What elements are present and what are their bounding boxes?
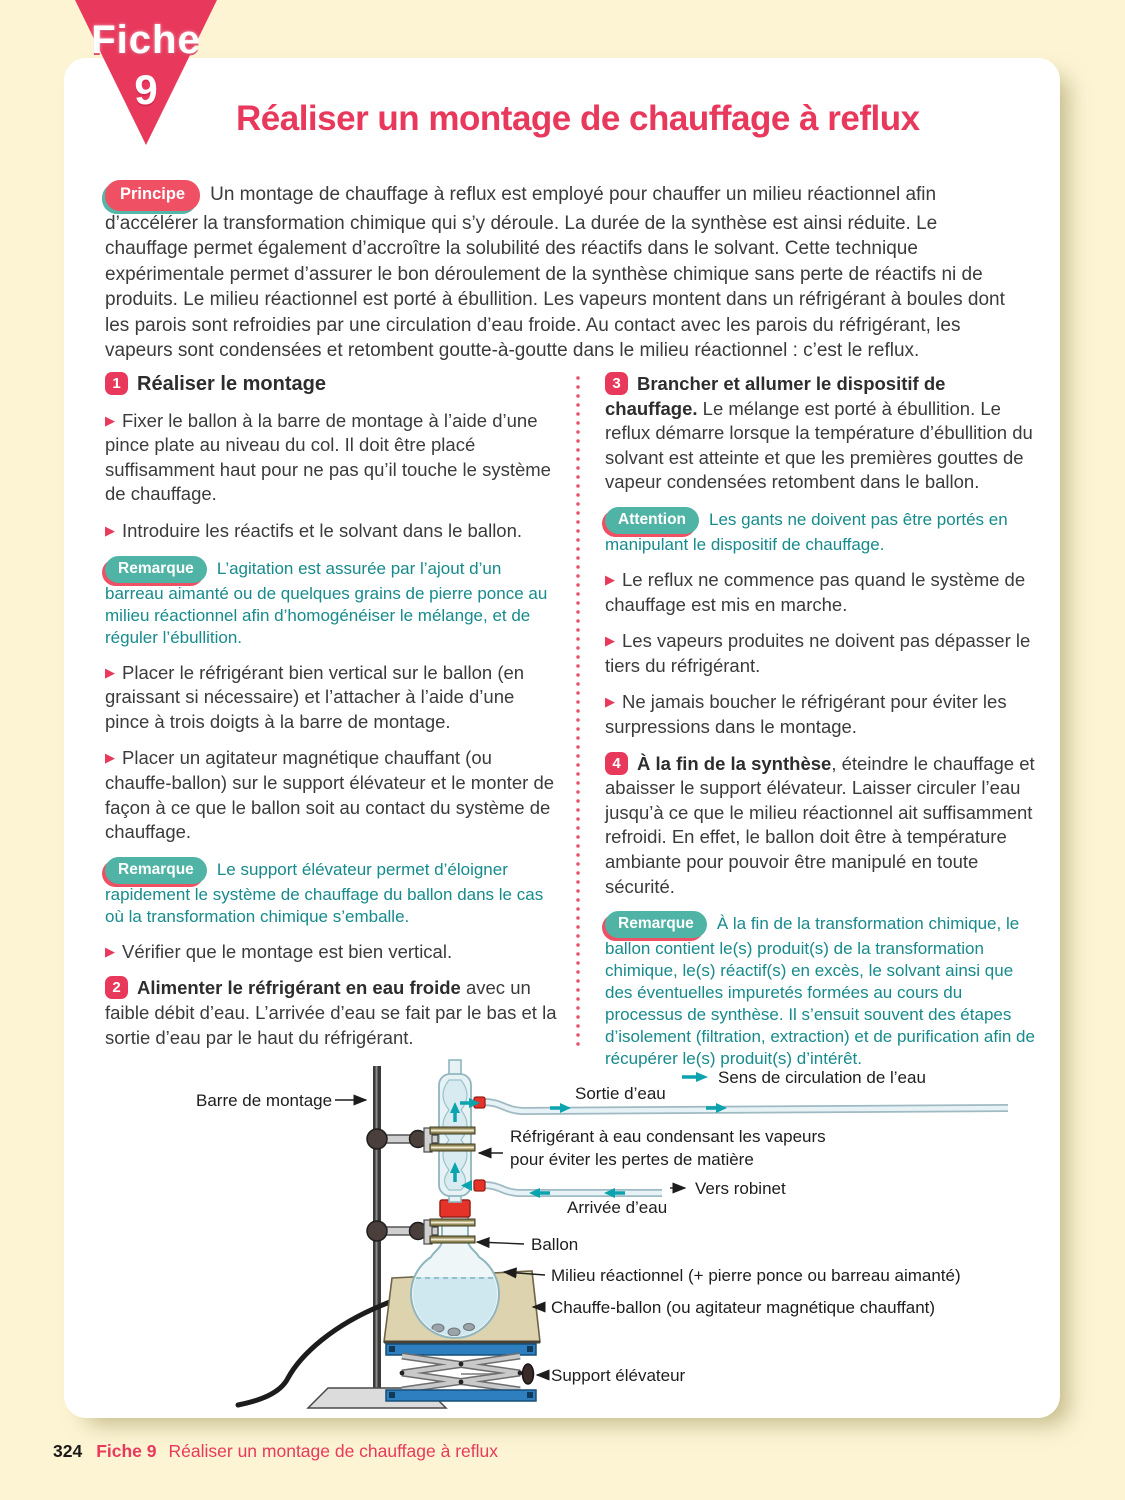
water-outlet-tube	[460, 1097, 1008, 1113]
bullet-item: ▶ Les vapeurs produites ne doivent pas dépasser le tiers du réfrigérant.	[605, 630, 1031, 676]
bullet-item: ▶ Fixer le ballon à la barre de montage à l’aide d’une pince plate au niveau du col. Il doit être placé suffisamment haut pour ne pas qu’il touche le système de chauffage.	[105, 409, 551, 505]
bullet-item: ▶ Le reflux ne commence pas quand le système de chauffage est mis en marche.	[605, 568, 1026, 615]
right-column	[605, 372, 1043, 1082]
principe-text: Un montage de chauffage à reflux est employé pour chauffer un milieu réactionnel afin d’accélérer la transformation chimique qui s’y déroule. La durée de la synthèse est ainsi réduite. Le chauffage permet également d’accroître la solubilité des réactifs dans le solvant. Cette technique expérimentale permet d’assurer le bon déroulement de la synthèse chimique sans perte de réactifs ni de produits. Le milieu réactionnel est porté à ébullition. Les vapeurs montent dans un réfrigérant à boules dont les parois sont refroidies par une circulation d’eau froide. Au contact avec les parois du réfrigérant, les vapeurs sont condensées et retombent goutte-à-goutte dans le milieu réactionnel : c’est le reflux.	[105, 184, 1005, 361]
page-footer	[53, 1441, 498, 1462]
footer-page-number: 324	[53, 1441, 83, 1461]
remark-1: Remarque L’agitation est assurée par l’ajout d’un barreau aimanté ou de quelques grains de pierre ponce au milieu réactionnel afin d’homogénéiser le mélange, et de réguler l’ébullition.	[105, 556, 557, 649]
inlet-connector	[474, 1180, 485, 1191]
fiche-label: Fiche	[91, 18, 201, 62]
remark-badge: Remarque	[605, 911, 707, 938]
bullet-icon: ▶	[105, 664, 115, 680]
bullet-icon: ▶	[605, 694, 615, 710]
attention-badge: Attention	[605, 507, 699, 534]
label-milieu-reactionnel: Milieu réactionnel (+ pierre ponce ou barreau aimanté)	[551, 1266, 961, 1285]
bullet-item: ▶ Placer le réfrigérant bien vertical sur le ballon (en graissant si nécessaire) et l’attacher à l’aide d’une pince à trois doigts à la barre de montage.	[105, 661, 525, 732]
attention-note: Attention Les gants ne doivent pas être portés en manipulant le dispositif de chauffage.	[605, 507, 1043, 556]
label-arrivee-eau: Arrivée d’eau	[567, 1198, 668, 1217]
label-chauffe-ballon: Chauffe-ballon (ou agitateur magnétique chauffant)	[551, 1298, 936, 1317]
bullet-icon: ▶	[105, 750, 115, 766]
remark-badge: Remarque	[105, 556, 207, 583]
section-2-paragraph: 2 Alimenter le réfrigérant en eau froide avec un faible débit d’eau. L’arrivée d’eau se fait par le bas et la sortie d’eau par le haut du réfrigérant.	[105, 977, 557, 1048]
page-title: Réaliser un montage de chauffage à reflux	[236, 99, 920, 139]
section-2-heading: Alimenter le réfrigérant en eau froide	[137, 977, 461, 999]
label-ballon: Ballon	[531, 1235, 579, 1254]
label-sortie-eau: Sortie d’eau	[575, 1084, 666, 1103]
section-3-heading: Brancher et allumer le dispositif de chauffage.	[605, 373, 946, 419]
remark-badge: Remarque	[105, 857, 207, 884]
label-sens-circulation: Sens de circulation de l’eau	[718, 1068, 926, 1087]
principe-badge: Principe	[105, 180, 200, 211]
water-inlet-tube	[461, 1180, 662, 1198]
principe-paragraph	[105, 180, 1017, 364]
left-column	[105, 372, 557, 1062]
label-refrigerant-line1: Réfrigérant à eau condensant les vapeurs	[510, 1127, 826, 1146]
label-refrigerant-line2: pour éviter les pertes de matière	[510, 1150, 754, 1169]
bullet-icon: ▶	[105, 522, 115, 538]
label-barre-de-montage: Barre de montage	[196, 1091, 333, 1110]
lab-jack	[386, 1344, 536, 1401]
column-divider	[576, 376, 580, 1048]
section-4-paragraph: 4 À la fin de la synthèse, éteindre le chauffage et abaisser le support élévateur. Laisser circuler l’eau jusqu’à ce que le milieu réactionnel ait suffisamment refroidi. En effet, le ballon doit être à température ambiante pour pouvoir être manipulé en toute sécurité.	[605, 752, 1035, 897]
section-3-number: 3	[605, 372, 628, 395]
reflux-setup-diagram	[70, 1058, 1060, 1424]
label-support-elevateur: Support élévateur	[551, 1366, 686, 1385]
bullet-item: ▶ Vérifier que le montage est bien vertical.	[105, 940, 453, 962]
bullet-item: ▶ Ne jamais boucher le réfrigérant pour éviter les surpressions dans le montage.	[605, 691, 1007, 737]
section-3-paragraph: 3 Brancher et allumer le dispositif de chauffage. Le mélange est porté à ébullition. Le reflux démarre lorsque la température d’ébullition du solvant est atteinte et que les premières gouttes de vapeur condensées retombent dans le ballon.	[605, 373, 1033, 493]
section-4-number: 4	[605, 752, 628, 775]
remark-2: Remarque Le support élévateur permet d’éloigner rapidement le système de chauffage du ballon dans le cas où la transformation chimique s’emballe.	[105, 857, 557, 928]
bullet-icon: ▶	[105, 943, 115, 959]
bullet-icon: ▶	[105, 412, 115, 428]
footer-title: Réaliser un montage de chauffage à reflux	[168, 1441, 498, 1461]
bullet-item: ▶ Introduire les réactifs et le solvant dans le ballon.	[105, 519, 523, 541]
section-1-number: 1	[105, 372, 128, 395]
jack-knob	[523, 1364, 534, 1384]
section-1-heading: 1 Réaliser le montage	[105, 372, 557, 397]
section-2-number: 2	[105, 976, 128, 999]
bullet-icon: ▶	[605, 633, 615, 649]
fiche-number: 9	[134, 66, 158, 113]
footer-fiche: Fiche 9	[96, 1441, 157, 1461]
water-direction-arrow	[682, 1072, 708, 1082]
label-vers-robinet: Vers robinet	[695, 1179, 786, 1198]
section-4-heading: À la fin de la synthèse	[637, 752, 832, 774]
bullet-item: ▶ Placer un agitateur magnétique chauffant (ou chauffe-ballon) sur le support élévateur et le monter de façon à ce que le ballon soit au contact du système de chauffage.	[105, 747, 555, 843]
bullet-icon: ▶	[605, 571, 615, 587]
remark-3: Remarque À la fin de la transformation chimique, le ballon contient le(s) produit(s) de la transformation chimique, le(s) réactif(s) en excès, le solvant ainsi que des éventuelles impuretés formées au cours du processus de synthèse. Il s’ensuit souvent des étapes d’isolement (filtration, extraction) et de purification afin de récupérer le(s) produit(s) d’intérêt.	[605, 911, 1043, 1070]
